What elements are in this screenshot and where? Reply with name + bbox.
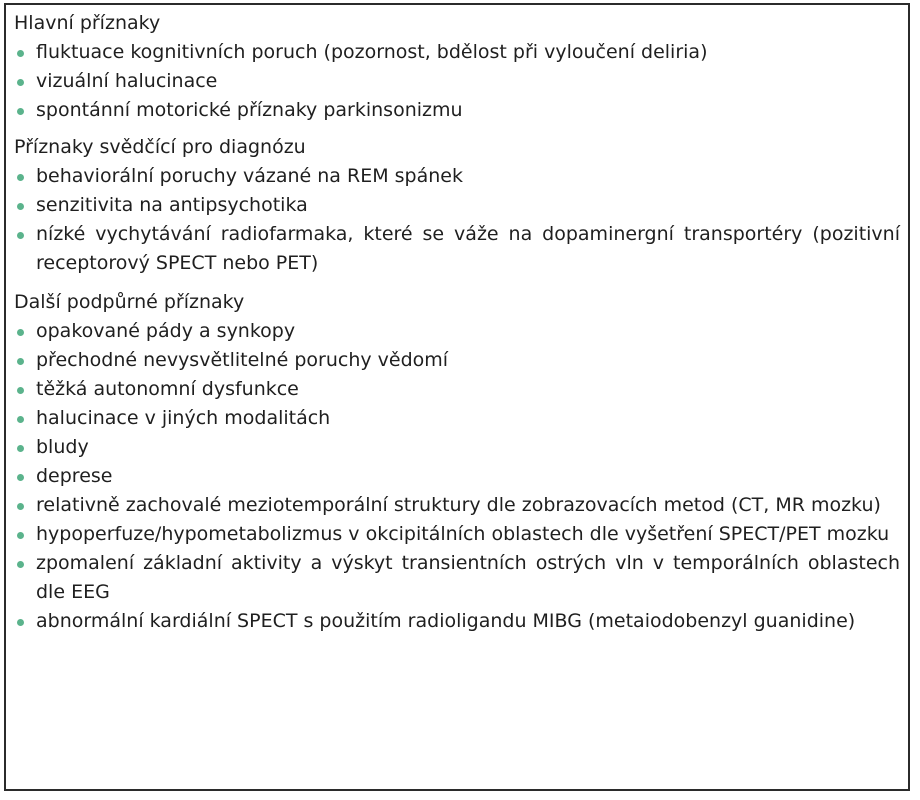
item-text: těžká autonomní dysfunkce bbox=[36, 378, 299, 400]
bullet-icon bbox=[17, 387, 24, 394]
section-title: Příznaky svědčící pro diagnózu bbox=[14, 136, 306, 158]
item-text: deprese bbox=[36, 465, 113, 487]
bullet-icon bbox=[17, 174, 24, 181]
bullet-icon bbox=[17, 619, 24, 626]
bullet-icon bbox=[17, 358, 24, 365]
bullet-icon bbox=[17, 108, 24, 115]
list-item bbox=[6, 462, 908, 491]
list-item bbox=[6, 607, 908, 636]
list-item bbox=[6, 346, 908, 375]
symptom-list bbox=[6, 38, 908, 125]
item-text: halucinace v jiných modalitách bbox=[36, 407, 331, 429]
item-text: zpomalení základní aktivity a výskyt transientních ostrých vln v temporálních oblastech dle EEG bbox=[36, 552, 900, 603]
item-text: senzitivita na antipsychotika bbox=[36, 194, 308, 216]
item-text: behaviorální poruchy vázané na REM spánek bbox=[36, 165, 463, 187]
item-text: fluktuace kognitivních poruch (pozornost, bdělost při vyloučení deliria) bbox=[36, 41, 708, 63]
item-text: vizuální halucinace bbox=[36, 70, 218, 92]
item-text: spontánní motorické příznaky parkinsonizmu bbox=[36, 99, 463, 121]
item-text: bludy bbox=[36, 436, 89, 458]
criteria-box bbox=[4, 3, 910, 791]
bullet-icon bbox=[17, 203, 24, 210]
list-item bbox=[6, 520, 908, 549]
section-main-symptoms bbox=[6, 5, 908, 125]
symptom-list bbox=[6, 162, 908, 278]
list-item bbox=[6, 162, 908, 191]
bullet-icon bbox=[17, 561, 24, 568]
bullet-icon bbox=[17, 532, 24, 539]
bullet-icon bbox=[17, 79, 24, 86]
section-title: Další podpůrné příznaky bbox=[14, 291, 245, 313]
bullet-icon bbox=[17, 474, 24, 481]
item-text: opakované pády a synkopy bbox=[36, 320, 296, 342]
list-item bbox=[6, 191, 908, 220]
list-item bbox=[6, 67, 908, 96]
section-title: Hlavní příznaky bbox=[14, 12, 161, 34]
list-item bbox=[6, 96, 908, 125]
item-text: abnormální kardiální SPECT s použitím radioligandu MIBG (metaiodobenzyl guanidine) bbox=[36, 610, 856, 632]
item-text: nízké vychytávání radiofarmaka, které se váže na dopaminergní transportéry (pozitivní receptorový SPECT nebo PET) bbox=[36, 223, 900, 274]
bullet-icon bbox=[17, 416, 24, 423]
list-item bbox=[6, 404, 908, 433]
section-supportive-symptoms bbox=[6, 278, 908, 636]
bullet-icon bbox=[17, 503, 24, 510]
section-suggestive-symptoms bbox=[6, 125, 908, 278]
bullet-icon bbox=[17, 445, 24, 452]
list-item bbox=[6, 491, 908, 520]
list-item bbox=[6, 433, 908, 462]
bullet-icon bbox=[17, 50, 24, 57]
symptom-list bbox=[6, 317, 908, 636]
list-item bbox=[6, 38, 908, 67]
list-item bbox=[6, 317, 908, 346]
item-text: přechodné nevysvětlitelné poruchy vědomí bbox=[36, 349, 449, 371]
bullet-icon bbox=[17, 329, 24, 336]
item-text: hypoperfuze/hypometabolizmus v okcipitálních oblastech dle vyšetření SPECT/PET mozku bbox=[36, 523, 890, 545]
list-item bbox=[6, 549, 908, 607]
bullet-icon bbox=[17, 232, 24, 239]
item-text: relativně zachovalé meziotemporální struktury dle zobrazovacích metod (CT, MR mozku) bbox=[36, 494, 881, 516]
list-item bbox=[6, 220, 908, 278]
list-item bbox=[6, 375, 908, 404]
